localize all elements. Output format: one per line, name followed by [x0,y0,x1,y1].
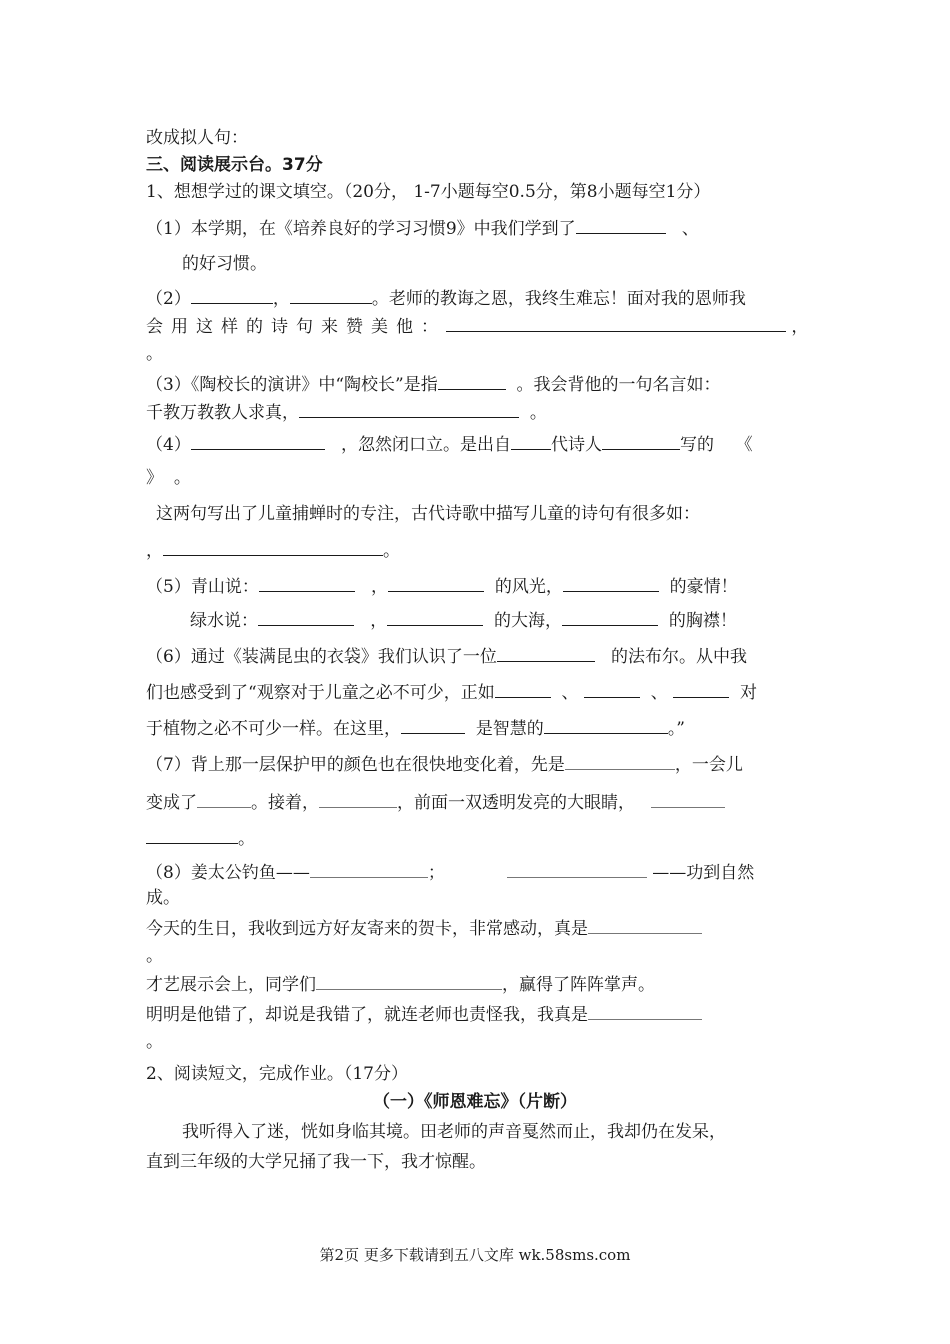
blank-field[interactable] [673,680,729,698]
blank-field[interactable] [584,680,640,698]
question-2-heading: 2、阅读短文，完成作业。（17分） [146,1064,408,1084]
item-8-line-6 [146,1002,702,1027]
item-3-text: 千教万教教人求真， [146,403,299,423]
item-5-text: 的风光， [494,577,563,597]
blank-field[interactable] [387,608,483,626]
item-5-text: 的大海， [494,611,563,631]
item-3-text: 。我会背他的一句名言如： [516,375,721,395]
blank-field[interactable] [310,860,428,878]
blank-field[interactable] [316,972,502,990]
item-6-text: 于植物之必不可少一样。在这里， [146,719,401,739]
item-7-text: 变成了 [146,793,197,813]
blank-field[interactable] [191,286,273,304]
instruction-personification: 改成拟人句： [146,128,248,148]
punct: 。 [173,468,191,488]
item-2-text: 。老师的教诲之恩，我终生难忘！面对我的恩师我 [371,289,746,309]
item-7-line-3 [146,826,255,851]
punct: 。 [383,541,400,561]
item-8-line-3 [146,916,702,941]
item-8-line-4: 。 [146,946,163,966]
blank-field[interactable] [563,574,659,592]
item-4-text: 代诗人 [551,435,603,455]
item-4-line-2 [146,466,191,490]
item-7-text: ，一会儿 [674,755,743,775]
item-4-line-4 [146,538,400,563]
punct: 。 [529,403,547,423]
item-2-label: （2） [146,289,191,309]
item-3-line-2 [146,400,547,425]
punct: ； [427,863,445,883]
punct: ， [371,577,389,597]
blank-field[interactable] [651,790,725,808]
item-7-text: 。接着， [251,793,319,813]
blank-field[interactable] [197,790,251,808]
item-5-text: 的胸襟！ [668,611,737,631]
item-3-text: （3）《陶校长的演讲》中“陶校长”是指 [146,375,438,395]
blank-field[interactable] [588,1002,702,1020]
item-6-line-2 [146,680,757,705]
blank-field[interactable] [576,216,666,234]
item-8-text: （8）姜太公钓鱼—— [146,863,310,883]
item-2-text: 会用这样的诗句来赞美他： [146,317,446,337]
punct: 《 [735,435,753,455]
blank-field[interactable] [588,916,702,934]
blank-field[interactable] [565,752,675,770]
item-3-line-1 [146,372,721,397]
item-6-line-3 [146,716,685,741]
blank-field[interactable] [602,432,680,450]
item-5-text: 的豪情！ [669,577,738,597]
item-4-line-3: 这两句写出了儿童捕蝉时的专注，古代诗歌中描写儿童的诗句有很多如： [156,504,700,524]
passage-line-1: 我听得入了迷，恍如身临其境。田老师的声音戛然而止，我却仍在发呆， [182,1122,726,1142]
blank-field[interactable] [163,538,383,556]
item-4-line-1 [146,432,753,457]
passage-title: （一）《师恩难忘》（片断） [373,1092,577,1112]
blank-field[interactable] [401,716,465,734]
item-2-line-1 [146,286,746,311]
item-1-line-1 [146,216,699,241]
item-8-text: 明明是他错了，却说是我错了，就连老师也责怪我，我真是 [146,1005,588,1025]
item-8-text: 才艺展示会上，同学们 [146,975,316,995]
punct: 、 [561,683,579,703]
blank-field[interactable] [319,790,397,808]
item-7-text: ，前面一双透明发亮的大眼睛， [397,793,635,813]
item-8-text: 今天的生日，我收到远方好友寄来的贺卡，非常感动，真是 [146,919,588,939]
blank-field[interactable] [191,432,325,450]
item-7-text: （7）背上那一层保护甲的颜色也在很快地变化着，先是 [146,755,565,775]
item-7-line-2 [146,790,725,815]
item-5-text: （5）青山说： [146,577,259,597]
item-6-text: 们也感受到了“观察对于儿童之必不可少，正如 [146,683,495,703]
item-2-line-3: 。 [146,344,163,364]
item-6-text: 对 [739,683,757,703]
punct: ， [272,289,290,309]
blank-field[interactable] [497,644,595,662]
item-8-text: ——功到自然 [652,863,755,883]
item-8-line-1 [146,860,754,885]
item-6-text: 是智慧的 [475,719,544,739]
blank-field[interactable] [290,286,372,304]
item-5-line-2 [190,608,737,633]
blank-field[interactable] [299,400,519,418]
punct: ， [370,611,388,631]
blank-field[interactable] [495,680,551,698]
blank-field[interactable] [146,826,238,844]
item-4-label: （4） [146,435,191,455]
item-8-line-2: 成。 [146,888,180,908]
item-6-text: 的法布尔。从中我 [611,647,748,667]
blank-field[interactable] [259,574,355,592]
item-8-line-5 [146,972,655,997]
punct: 、 [650,683,668,703]
punct: ， [791,317,809,337]
item-4-text: ，忽然闭口立。是出自 [341,435,512,455]
item-5-line-1 [146,574,738,599]
blank-field[interactable] [511,432,551,450]
item-1-text: （1）本学期，在《培养良好的学习习惯9》中我们学到了 [146,219,576,239]
page-footer: 第2页 更多下载请到五八文库 wk.58sms.com [319,1246,631,1264]
punct: 》 [146,468,163,488]
blank-field[interactable] [544,716,668,734]
passage-line-2: 直到三年级的大学兄捅了我一下，我才惊醒。 [146,1152,486,1172]
item-7-line-1 [146,752,743,777]
blank-field[interactable] [446,314,786,332]
punct: 。 [238,829,255,849]
item-6-text: （6）通过《装满昆虫的衣袋》我们认识了一位 [146,647,497,667]
item-2-line-2 [146,314,808,339]
item-1-line-2: 的好习惯。 [182,254,267,274]
blank-field[interactable] [438,372,506,390]
item-8-line-7: 。 [146,1032,163,1052]
item-8-text: ，赢得了阵阵掌声。 [502,975,655,995]
item-4-text: 写的 [680,435,715,455]
section-heading-reading: 三、阅读展示台。37分 [146,155,323,175]
punct: 、 [681,219,699,239]
blank-field[interactable] [388,574,484,592]
blank-field[interactable] [507,860,647,878]
blank-field[interactable] [562,608,658,626]
blank-field[interactable] [258,608,354,626]
punct: 。” [667,719,686,739]
question-1-heading: 1、想想学过的课文填空。（20分， 1-7小题每空0.5分，第8小题每空1分） [146,182,711,202]
item-5-text: 绿水说： [190,611,258,631]
punct: ， [146,541,163,561]
item-6-line-1 [146,644,747,669]
